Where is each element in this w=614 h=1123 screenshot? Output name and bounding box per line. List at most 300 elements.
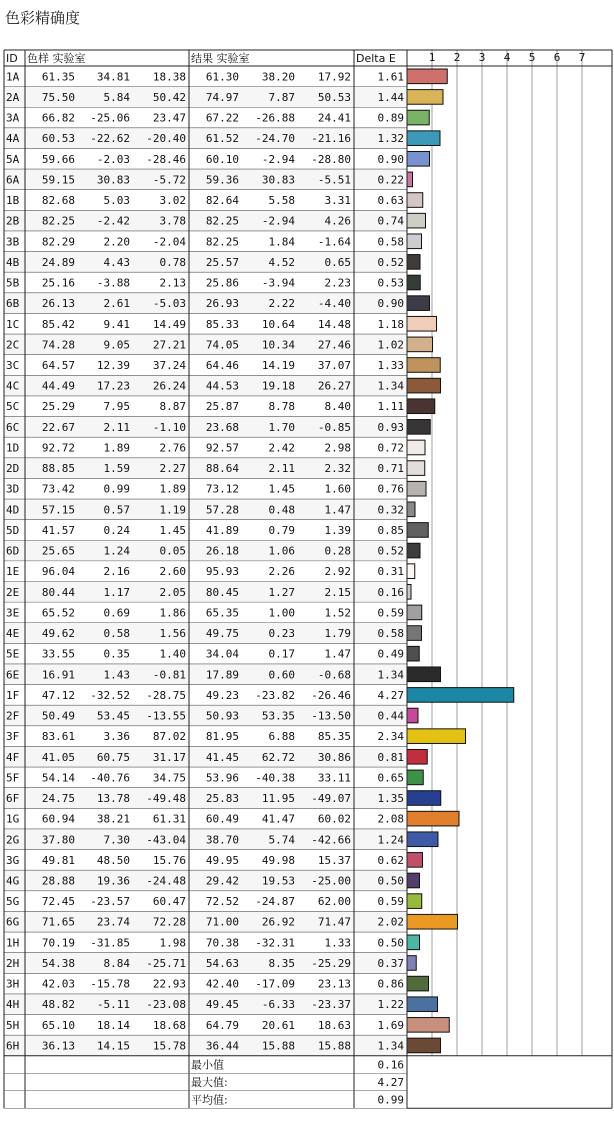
sample-lab-value: -25.06 xyxy=(90,111,130,125)
sample-lab-value: 87.02 xyxy=(152,730,186,744)
sample-lab-value: 53.45 xyxy=(96,709,130,723)
sample-lab-value: 96.04 xyxy=(41,565,75,579)
result-lab-column-header: 结果 实验室 xyxy=(191,52,250,65)
result-lab-value: 74.97 xyxy=(205,90,239,104)
delta-e-bar xyxy=(407,151,430,166)
delta-e-bar xyxy=(407,255,420,270)
result-lab-value: 1.33 xyxy=(324,936,351,950)
delta-e-value: 0.90 xyxy=(377,152,404,166)
delta-e-bar xyxy=(407,729,466,744)
delta-e-bar xyxy=(407,523,428,538)
result-lab-value: 6.88 xyxy=(268,730,295,744)
sample-lab-value: 41.57 xyxy=(41,523,75,537)
sample-lab-value: 49.62 xyxy=(41,627,75,641)
row-id: 3F xyxy=(6,730,20,744)
delta-e-value: 0.52 xyxy=(377,255,404,269)
row-id: 2A xyxy=(6,90,20,104)
result-lab-value: 0.17 xyxy=(268,647,295,661)
result-lab-value: -1.64 xyxy=(317,235,351,249)
sample-lab-value: -24.48 xyxy=(146,874,186,888)
result-lab-value: 7.87 xyxy=(268,90,295,104)
result-lab-value: 26.92 xyxy=(261,915,295,929)
row-id: 2B xyxy=(6,214,20,228)
delta-e-bar xyxy=(407,378,441,393)
delta-e-bar xyxy=(407,1038,441,1053)
delta-e-bar xyxy=(407,997,438,1012)
summary-value: 4.27 xyxy=(377,1076,404,1090)
sample-lab-value: -5.72 xyxy=(152,173,186,187)
result-lab-value: 72.52 xyxy=(205,895,239,909)
sample-lab-value: 2.60 xyxy=(159,565,186,579)
delta-e-value: 0.44 xyxy=(377,709,404,723)
row-id: 2E xyxy=(6,585,20,599)
sample-lab-value: 1.98 xyxy=(159,936,186,950)
sample-lab-value: 26.24 xyxy=(152,379,186,393)
sample-lab-value: 2.16 xyxy=(103,565,130,579)
sample-lab-value: 34.81 xyxy=(96,70,130,84)
result-lab-value: 2.42 xyxy=(268,441,295,455)
delta-e-bar xyxy=(407,440,425,455)
delta-e-bar xyxy=(407,811,459,826)
row-id: 2H xyxy=(6,956,20,970)
result-lab-value: 50.93 xyxy=(205,709,239,723)
sample-lab-value: 1.59 xyxy=(103,462,130,476)
row-id: 5C xyxy=(6,400,20,414)
result-lab-value: -23.82 xyxy=(255,688,295,702)
result-lab-value: 1.45 xyxy=(268,482,295,496)
row-id: 4F xyxy=(6,750,20,764)
sample-lab-value: 0.57 xyxy=(103,503,130,517)
delta-e-value: 0.31 xyxy=(377,565,404,579)
delta-e-value: 0.50 xyxy=(377,874,404,888)
row-id: 6H xyxy=(6,1039,20,1053)
result-lab-value: -0.85 xyxy=(317,420,351,434)
result-lab-value: 42.40 xyxy=(205,977,239,991)
row-id: 4E xyxy=(6,627,20,641)
delta-e-bar xyxy=(407,420,430,435)
sample-lab-value: -0.81 xyxy=(152,668,186,682)
delta-e-value: 1.61 xyxy=(377,70,404,84)
sample-lab-value: -23.08 xyxy=(146,998,186,1012)
result-lab-value: -49.07 xyxy=(311,792,351,806)
sample-lab-value: 27.21 xyxy=(152,338,186,352)
sample-lab-value: 80.44 xyxy=(41,585,75,599)
sample-lab-value: -40.76 xyxy=(90,771,130,785)
sample-lab-value: 1.45 xyxy=(159,523,186,537)
row-id: 4G xyxy=(6,874,20,888)
row-id: 3B xyxy=(6,235,20,249)
delta-e-value: 1.69 xyxy=(377,1018,404,1032)
sample-lab-value: 1.24 xyxy=(103,544,130,558)
delta-e-value: 1.18 xyxy=(377,317,404,331)
delta-e-value: 2.34 xyxy=(377,730,404,744)
row-id: 4C xyxy=(6,379,20,393)
result-lab-value: 44.53 xyxy=(205,379,239,393)
row-id: 1G xyxy=(6,812,20,826)
sample-lab-value: 65.10 xyxy=(41,1018,75,1032)
delta-e-value: 0.63 xyxy=(377,194,404,208)
delta-e-bar xyxy=(407,234,422,249)
sample-lab-value: 14.15 xyxy=(96,1039,130,1053)
sample-lab-value: -2.03 xyxy=(96,152,130,166)
delta-e-bar xyxy=(407,564,415,579)
result-lab-value: 19.53 xyxy=(261,874,295,888)
sample-lab-value: 28.88 xyxy=(41,874,75,888)
delta-e-bar xyxy=(407,914,458,929)
sample-lab-value: 0.35 xyxy=(103,647,130,661)
delta-e-bar xyxy=(407,646,419,661)
sample-lab-value: 3.36 xyxy=(103,730,130,744)
sample-lab-value: 7.30 xyxy=(103,833,130,847)
sample-lab-value: 12.39 xyxy=(96,358,130,372)
result-lab-value: 49.75 xyxy=(205,627,239,641)
sample-lab-value: 2.27 xyxy=(159,462,186,476)
result-lab-value: 0.60 xyxy=(268,668,295,682)
sample-lab-value: 15.76 xyxy=(152,853,186,867)
delta-e-bar xyxy=(407,585,411,600)
sample-lab-value: 50.42 xyxy=(152,90,186,104)
delta-e-value: 0.74 xyxy=(377,214,404,228)
sample-lab-value: 82.25 xyxy=(41,214,75,228)
delta-e-value: 1.33 xyxy=(377,358,404,372)
result-lab-value: 1.27 xyxy=(268,585,295,599)
result-lab-value: -13.50 xyxy=(311,709,351,723)
delta-e-bar xyxy=(407,399,435,414)
sample-lab-value: 33.55 xyxy=(41,647,75,661)
sample-lab-value: -5.03 xyxy=(152,297,186,311)
delta-e-value: 0.52 xyxy=(377,544,404,558)
result-lab-value: 2.32 xyxy=(324,462,351,476)
result-lab-value: 41.47 xyxy=(261,812,295,826)
result-lab-value: 33.11 xyxy=(317,771,351,785)
sample-lab-value: 16.91 xyxy=(41,668,75,682)
sample-lab-value: 60.47 xyxy=(152,895,186,909)
result-lab-value: 73.12 xyxy=(205,482,239,496)
row-id: 4H xyxy=(6,998,20,1012)
result-lab-value: 49.98 xyxy=(261,853,295,867)
sample-lab-value: 83.61 xyxy=(41,730,75,744)
result-lab-value: 25.83 xyxy=(205,792,239,806)
delta-e-value: 1.02 xyxy=(377,338,404,352)
result-lab-value: 8.78 xyxy=(268,400,295,414)
delta-e-bar xyxy=(407,110,429,125)
sample-lab-value: 22.67 xyxy=(41,420,75,434)
result-lab-value: 49.23 xyxy=(205,688,239,702)
result-lab-value: 38.70 xyxy=(205,833,239,847)
result-lab-value: 1.47 xyxy=(324,647,351,661)
sample-lab-value: 82.68 xyxy=(41,194,75,208)
row-id: 4B xyxy=(6,255,20,269)
result-lab-value: 80.45 xyxy=(205,585,239,599)
result-lab-value: -5.51 xyxy=(317,173,351,187)
result-lab-value: 24.41 xyxy=(317,111,351,125)
delta-e-bar xyxy=(407,296,430,311)
sample-lab-value: 66.82 xyxy=(41,111,75,125)
delta-e-value: 0.62 xyxy=(377,853,404,867)
sample-lab-value: 47.12 xyxy=(41,688,75,702)
result-lab-value: 18.63 xyxy=(317,1018,351,1032)
result-lab-value: 1.06 xyxy=(268,544,295,558)
result-lab-value: 2.22 xyxy=(268,297,295,311)
result-lab-value: 0.79 xyxy=(268,523,295,537)
sample-lab-value: 1.17 xyxy=(103,585,130,599)
sample-lab-value: -3.88 xyxy=(96,276,130,290)
result-lab-value: 53.96 xyxy=(205,771,239,785)
sample-lab-value: 1.89 xyxy=(103,441,130,455)
delta-e-value: 0.81 xyxy=(377,750,404,764)
sample-lab-value: 44.49 xyxy=(41,379,75,393)
sample-lab-value: 2.76 xyxy=(159,441,186,455)
result-lab-value: 57.28 xyxy=(205,503,239,517)
result-lab-value: 49.45 xyxy=(205,998,239,1012)
result-lab-value: 2.23 xyxy=(324,276,351,290)
sample-lab-value: 1.43 xyxy=(103,668,130,682)
delta-e-bar xyxy=(407,543,420,558)
axis-tick-label: 1 xyxy=(428,51,436,64)
delta-e-value: 1.22 xyxy=(377,998,404,1012)
result-lab-value: 5.58 xyxy=(268,194,295,208)
delta-e-value: 0.37 xyxy=(377,956,404,970)
sample-lab-value: 42.03 xyxy=(41,977,75,991)
sample-lab-value: 57.15 xyxy=(41,503,75,517)
result-lab-value: 62.72 xyxy=(261,750,295,764)
row-id: 5A xyxy=(6,152,20,166)
result-lab-value: 74.05 xyxy=(205,338,239,352)
sample-lab-value: 8.87 xyxy=(159,400,186,414)
result-lab-value: 8.40 xyxy=(324,400,351,414)
sample-lab-value: 24.75 xyxy=(41,792,75,806)
row-id: 6C xyxy=(6,420,20,434)
sample-lab-value: 1.86 xyxy=(159,606,186,620)
sample-lab-value: 92.72 xyxy=(41,441,75,455)
row-id: 1F xyxy=(6,688,20,702)
result-lab-value: 0.48 xyxy=(268,503,295,517)
delta-e-value: 0.89 xyxy=(377,111,404,125)
delta-e-value: 0.22 xyxy=(377,173,404,187)
result-lab-value: 1.79 xyxy=(324,627,351,641)
delta-e-value: 2.02 xyxy=(377,915,404,929)
row-id: 3C xyxy=(6,358,20,372)
delta-e-value: 1.34 xyxy=(377,1039,404,1053)
sample-lab-value: -5.11 xyxy=(96,998,130,1012)
result-lab-value: 29.42 xyxy=(205,874,239,888)
sample-lab-value: 71.65 xyxy=(41,915,75,929)
result-lab-value: 36.44 xyxy=(205,1039,239,1053)
sample-lab-value: 34.75 xyxy=(152,771,186,785)
result-lab-value: 60.49 xyxy=(205,812,239,826)
result-lab-value: 1.60 xyxy=(324,482,351,496)
result-lab-value: 65.35 xyxy=(205,606,239,620)
delta-e-value: 0.93 xyxy=(377,420,404,434)
result-lab-value: 2.92 xyxy=(324,565,351,579)
sample-lab-value: 2.61 xyxy=(103,297,130,311)
sample-lab-value: 2.11 xyxy=(103,420,130,434)
sample-lab-value: 60.94 xyxy=(41,812,75,826)
delta-e-bar xyxy=(407,502,415,517)
result-lab-value: 11.95 xyxy=(261,792,295,806)
result-lab-value: 61.52 xyxy=(205,132,239,146)
delta-e-bar xyxy=(407,131,440,146)
sample-lab-value: 72.28 xyxy=(152,915,186,929)
sample-lab-value: 65.52 xyxy=(41,606,75,620)
sample-lab-value: -15.78 xyxy=(90,977,130,991)
result-lab-value: 67.22 xyxy=(205,111,239,125)
result-lab-value: 19.18 xyxy=(261,379,295,393)
sample-lab-value: 73.42 xyxy=(41,482,75,496)
delta-e-bar xyxy=(407,873,420,888)
delta-e-value: 4.27 xyxy=(377,688,404,702)
sample-lab-value: 0.69 xyxy=(103,606,130,620)
result-lab-value: -25.29 xyxy=(311,956,351,970)
delta-e-bar xyxy=(407,461,425,476)
sample-lab-value: -49.48 xyxy=(146,792,186,806)
sample-lab-value: 59.15 xyxy=(41,173,75,187)
row-id: 5H xyxy=(6,1018,20,1032)
sample-lab-value: 70.19 xyxy=(41,936,75,950)
delta-e-bar xyxy=(407,69,447,84)
delta-e-value: 0.76 xyxy=(377,482,404,496)
result-lab-value: 1.52 xyxy=(324,606,351,620)
result-lab-value: 71.47 xyxy=(317,915,351,929)
sample-lab-column-header: 色样 实验室 xyxy=(27,52,86,65)
result-lab-value: 82.25 xyxy=(205,235,239,249)
result-lab-value: 10.34 xyxy=(261,338,295,352)
delta-e-value: 0.71 xyxy=(377,462,404,476)
result-lab-value: 30.86 xyxy=(317,750,351,764)
sample-lab-value: 25.29 xyxy=(41,400,75,414)
result-lab-value: 3.31 xyxy=(324,194,351,208)
result-lab-value: 25.87 xyxy=(205,400,239,414)
sample-lab-value: 54.38 xyxy=(41,956,75,970)
sample-lab-value: 15.78 xyxy=(152,1039,186,1053)
result-lab-value: 0.23 xyxy=(268,627,295,641)
result-lab-value: 95.93 xyxy=(205,565,239,579)
delta-e-bar xyxy=(407,1018,449,1033)
row-id: 6F xyxy=(6,792,20,806)
page-title: 色彩精确度 xyxy=(5,9,81,27)
result-lab-value: 15.88 xyxy=(317,1039,351,1053)
axis-tick-label: 3 xyxy=(478,51,486,64)
row-id: 1E xyxy=(6,565,20,579)
sample-lab-value: -22.62 xyxy=(90,132,130,146)
row-id: 3H xyxy=(6,977,20,991)
sample-lab-value: 25.65 xyxy=(41,544,75,558)
result-lab-value: -2.94 xyxy=(261,214,295,228)
sample-lab-value: -23.57 xyxy=(90,895,130,909)
result-lab-value: 2.15 xyxy=(324,585,351,599)
result-lab-value: 60.10 xyxy=(205,152,239,166)
id-column-header: ID xyxy=(6,52,18,65)
result-lab-value: -3.94 xyxy=(261,276,295,290)
delta-e-bar xyxy=(407,708,418,723)
row-id: 1C xyxy=(6,317,20,331)
result-lab-value: 15.37 xyxy=(317,853,351,867)
row-id: 6G xyxy=(6,915,20,929)
delta-e-value: 0.65 xyxy=(377,771,404,785)
delta-e-value: 0.59 xyxy=(377,606,404,620)
delta-e-bar xyxy=(407,956,416,971)
result-lab-value: 85.33 xyxy=(205,317,239,331)
summary-value: 0.99 xyxy=(377,1093,404,1107)
sample-lab-value: 85.42 xyxy=(41,317,75,331)
result-lab-value: 49.95 xyxy=(205,853,239,867)
sample-lab-value: 0.24 xyxy=(103,523,130,537)
delta-e-bar xyxy=(407,894,422,909)
result-lab-value: 4.26 xyxy=(324,214,351,228)
result-lab-value: 30.83 xyxy=(261,173,295,187)
delta-e-value: 1.24 xyxy=(377,833,404,847)
delta-e-value: 1.32 xyxy=(377,132,404,146)
result-lab-value: 1.47 xyxy=(324,503,351,517)
delta-e-bar xyxy=(407,481,426,496)
result-lab-value: 14.48 xyxy=(317,317,351,331)
result-lab-value: 23.13 xyxy=(317,977,351,991)
result-lab-value: -24.70 xyxy=(255,132,295,146)
row-id: 5D xyxy=(6,523,20,537)
sample-lab-value: 60.53 xyxy=(41,132,75,146)
result-lab-value: -21.16 xyxy=(311,132,351,146)
result-lab-value: 92.57 xyxy=(205,441,239,455)
sample-lab-value: 24.89 xyxy=(41,255,75,269)
delta-e-value: 0.16 xyxy=(377,585,404,599)
sample-lab-value: 18.38 xyxy=(152,70,186,84)
result-lab-value: 1.00 xyxy=(268,606,295,620)
sample-lab-value: 5.84 xyxy=(103,90,130,104)
sample-lab-value: 1.89 xyxy=(159,482,186,496)
sample-lab-value: 7.95 xyxy=(103,400,130,414)
axis-tick-label: 2 xyxy=(453,51,461,64)
sample-lab-value: 61.31 xyxy=(152,812,186,826)
delta-e-bar xyxy=(407,688,514,703)
row-id: 1H xyxy=(6,936,20,950)
delta-e-bar xyxy=(407,90,443,105)
sample-lab-value: 31.17 xyxy=(152,750,186,764)
sample-lab-value: 0.58 xyxy=(103,627,130,641)
row-id: 1B xyxy=(6,194,20,208)
sample-lab-value: 25.16 xyxy=(41,276,75,290)
sample-lab-value: 0.99 xyxy=(103,482,130,496)
sample-lab-value: 50.49 xyxy=(41,709,75,723)
delta-e-value: 1.11 xyxy=(377,400,404,414)
result-lab-value: 25.57 xyxy=(205,255,239,269)
row-id: 4D xyxy=(6,503,20,517)
sample-lab-value: 22.93 xyxy=(152,977,186,991)
result-lab-value: -6.33 xyxy=(261,998,295,1012)
result-lab-value: 1.84 xyxy=(268,235,295,249)
sample-lab-value: 1.40 xyxy=(159,647,186,661)
sample-lab-value: 37.80 xyxy=(41,833,75,847)
row-id: 3D xyxy=(6,482,20,496)
sample-lab-value: 4.43 xyxy=(103,255,130,269)
result-lab-value: 4.52 xyxy=(268,255,295,269)
result-lab-value: 59.36 xyxy=(205,173,239,187)
axis-tick-label: 7 xyxy=(578,51,586,64)
delta-e-value: 0.90 xyxy=(377,297,404,311)
sample-lab-value: -1.10 xyxy=(152,420,186,434)
delta-e-column-header: Delta E xyxy=(356,52,396,65)
result-lab-value: 54.63 xyxy=(205,956,239,970)
sample-lab-value: 1.19 xyxy=(159,503,186,517)
summary-value: 0.16 xyxy=(377,1058,404,1072)
delta-e-bar xyxy=(407,770,423,785)
result-lab-value: 82.64 xyxy=(205,194,239,208)
result-lab-value: -17.09 xyxy=(255,977,295,991)
result-lab-value: -26.88 xyxy=(255,111,295,125)
sample-lab-value: 17.23 xyxy=(96,379,130,393)
result-lab-value: 61.30 xyxy=(205,70,239,84)
result-lab-value: 71.00 xyxy=(205,915,239,929)
result-lab-value: 8.35 xyxy=(268,956,295,970)
